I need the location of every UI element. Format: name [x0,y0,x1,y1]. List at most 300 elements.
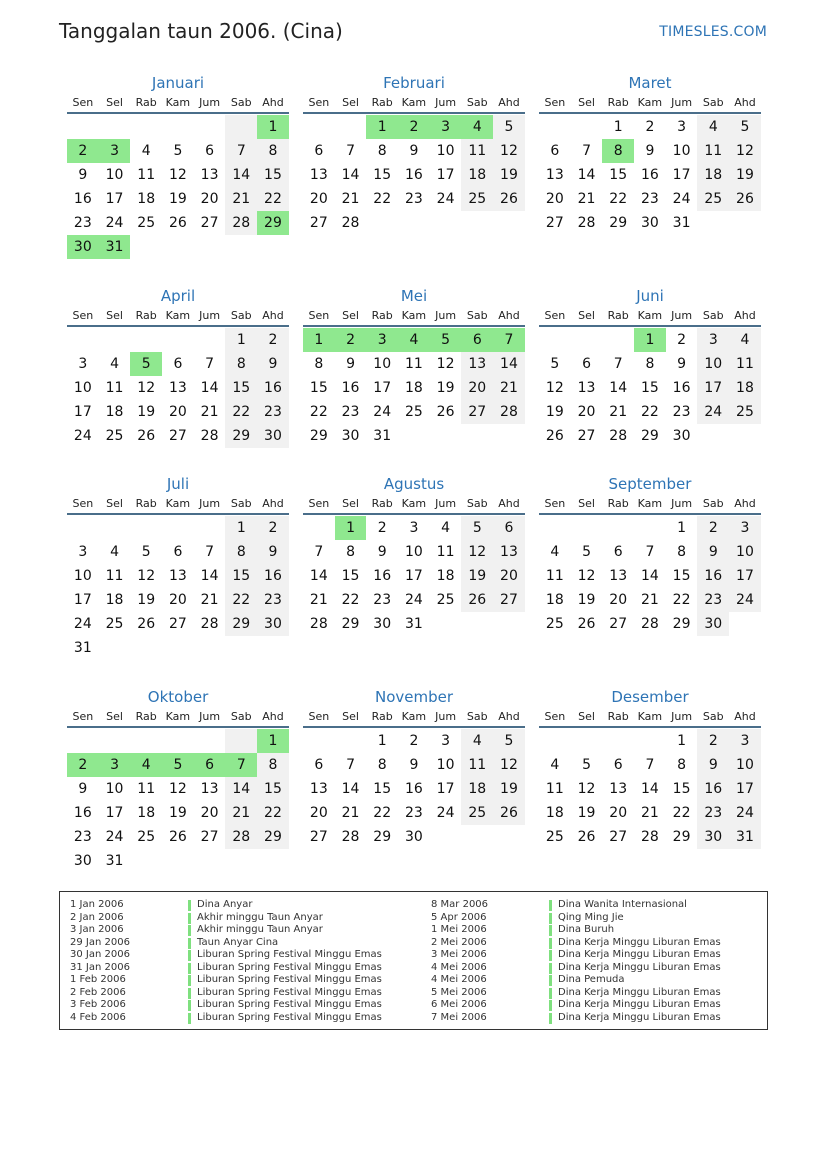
day-cell: 16 [404,167,423,183]
weekday-label: Jum [671,710,693,723]
day-cell: 2 [697,516,729,540]
day-cell: 17 [729,777,761,801]
month-name: September [608,475,692,493]
day-cell: 5 [173,143,183,159]
day-cell: 6 [314,143,324,159]
empty-day-cell [366,211,398,235]
day-cell: 14 [200,380,219,396]
day-cell: 30 [257,424,289,448]
weekday-label: Kam [165,309,191,322]
day-cell: 21 [225,187,257,211]
holiday-marker [549,950,552,961]
weekday-label: Sab [230,497,252,510]
month-name: Juli [166,475,190,493]
weekday-label: Rab [371,710,393,723]
weekday-label: Rab [135,710,157,723]
day-cell: 24 [729,801,761,825]
holiday-marker [188,950,191,961]
week-row [539,376,761,400]
weekday-header [303,710,525,728]
weekday-label: Jum [199,710,221,723]
day-cell: 25 [545,616,564,632]
day-cell: 5 [430,328,462,352]
weekday-label: Ahd [734,309,756,322]
holiday-name: Liburan Spring Festival Minggu Emas [197,949,382,960]
day-cell: 25 [105,616,124,632]
legend-column [431,899,721,1024]
day-cell: 2 [377,520,387,536]
month-name: Maret [628,74,672,92]
weekday-label: Ahd [734,710,756,723]
day-cell: 5 [582,544,591,560]
empty-day-cell [99,328,131,352]
day-cell: 18 [461,163,493,187]
day-cell: 6 [493,516,525,540]
day-cell: 22 [373,191,392,207]
month-september [539,471,761,636]
day-cell: 13 [200,167,219,183]
week-row [303,729,525,753]
day-cell: 26 [168,215,187,231]
legend-row [431,974,721,987]
legend-row [70,987,382,1000]
day-cell: 16 [697,564,729,588]
week-row [303,825,525,849]
day-cell: 17 [105,805,124,821]
month-maret [539,70,761,235]
month-juni [539,283,761,448]
day-cell: 2 [257,328,289,352]
week-row [539,729,761,753]
weekday-label: Jum [435,309,457,322]
day-cell: 30 [373,616,392,632]
day-cell: 6 [613,544,623,560]
day-cell: 12 [577,568,596,584]
day-cell: 10 [73,380,92,396]
day-cell: 2 [645,119,655,135]
empty-day-cell [162,516,194,540]
day-cell: 15 [225,376,257,400]
holiday-marker [188,913,191,924]
empty-day-cell [130,235,162,259]
weekday-label: Kam [165,497,191,510]
day-cell: 3 [677,119,687,135]
weekday-label: Rab [135,96,157,109]
day-cell: 28 [200,616,219,632]
week-row [539,516,761,540]
day-cell: 1 [677,733,687,749]
day-cell: 6 [314,757,324,773]
empty-day-cell [257,235,289,259]
day-cell: 9 [697,753,729,777]
weekday-header [539,497,761,515]
day-cell: 7 [346,143,355,159]
holiday-legend [59,891,768,1030]
empty-day-cell [162,729,194,753]
week-row [303,564,525,588]
holiday-name: Akhir minggu Taun Anyar [197,911,323,923]
day-cell: 1 [257,729,289,753]
day-cell: 5 [729,115,761,139]
day-cell: 19 [493,163,525,187]
empty-day-cell [194,636,226,660]
day-cell: 16 [341,380,360,396]
day-cell: 12 [729,139,761,163]
day-cell: 8 [314,356,324,372]
week-row [67,235,289,259]
weekday-label: Ahd [498,710,520,723]
holiday-date: 1 Feb 2006 [70,974,126,985]
day-cell: 18 [404,380,423,396]
weekday-label: Sen [308,710,330,723]
holiday-date: 4 Mei 2006 [431,974,487,985]
weekday-label: Sel [106,497,123,510]
day-cell: 17 [729,564,761,588]
weekday-label: Kam [165,710,191,723]
weekday-label: Sen [308,96,330,109]
week-row [67,564,289,588]
weekday-label: Sel [578,710,595,723]
weekday-label: Rab [371,309,393,322]
empty-day-cell [571,115,603,139]
day-cell: 11 [697,139,729,163]
day-cell: 28 [341,215,360,231]
day-cell: 11 [137,781,156,797]
week-row [303,163,525,187]
day-cell: 20 [577,404,596,420]
day-cell: 9 [78,167,88,183]
day-cell: 21 [609,404,628,420]
empty-day-cell [194,729,226,753]
day-cell: 15 [309,380,328,396]
day-cell: 7 [613,356,623,372]
month-name: Agustus [383,475,445,493]
empty-day-cell [225,636,257,660]
day-cell: 12 [137,568,156,584]
day-cell: 30 [341,428,360,444]
day-cell: 10 [105,781,124,797]
day-cell: 5 [141,544,151,560]
day-cell: 5 [493,729,525,753]
holiday-marker [188,1013,191,1024]
day-cell: 7 [225,139,257,163]
day-cell: 6 [194,753,226,777]
holiday-date: 2 Jan 2006 [70,911,124,923]
holiday-marker [549,913,552,924]
empty-day-cell [634,516,666,540]
day-cell: 12 [137,380,156,396]
day-cell: 28 [493,400,525,424]
holiday-marker [549,963,552,974]
day-cell: 26 [545,428,564,444]
day-cell: 2 [67,753,99,777]
week-row [67,777,289,801]
day-cell: 27 [609,616,628,632]
day-cell: 29 [609,215,628,231]
month-februari [303,70,525,235]
week-row [67,187,289,211]
weekday-label: Kam [637,309,663,322]
holiday-name: Dina Kerja Minggu Liburan Emas [558,961,721,973]
holiday-name: Liburan Spring Festival Minggu Emas [197,961,382,973]
legend-column [70,899,382,1024]
holiday-name: Dina Kerja Minggu Liburan Emas [558,986,721,998]
day-cell: 22 [609,191,628,207]
day-cell: 13 [609,781,628,797]
day-cell: 17 [105,191,124,207]
day-cell: 17 [436,167,455,183]
day-cell: 25 [404,404,423,420]
day-cell: 27 [493,588,525,612]
week-row [67,612,289,636]
week-row [67,753,289,777]
empty-day-cell [194,516,226,540]
day-cell: 26 [493,801,525,825]
day-cell: 20 [168,404,187,420]
day-cell: 27 [577,428,596,444]
weekday-label: Ahd [262,710,284,723]
day-cell: 26 [168,829,187,845]
weekday-label: Sab [702,309,724,322]
day-cell: 11 [545,781,564,797]
day-cell: 9 [409,757,419,773]
day-cell: 31 [105,853,124,869]
legend-row [70,999,382,1012]
day-cell: 24 [373,404,392,420]
legend-row [431,937,721,950]
day-cell: 23 [257,588,289,612]
weekday-label: Sen [72,710,94,723]
day-cell: 11 [105,568,124,584]
empty-day-cell [634,729,666,753]
weekday-label: Sab [230,309,252,322]
empty-day-cell [461,424,493,448]
day-cell: 10 [73,568,92,584]
day-cell: 4 [130,753,162,777]
weekday-label: Jum [435,710,457,723]
holiday-date: 6 Mei 2006 [431,999,487,1010]
day-cell: 24 [105,215,124,231]
day-cell: 30 [697,825,729,849]
day-cell: 19 [168,805,187,821]
day-cell: 13 [168,568,187,584]
day-cell: 19 [461,564,493,588]
day-cell: 27 [309,829,328,845]
week-row [303,588,525,612]
week-row [67,352,289,376]
day-cell: 25 [137,215,156,231]
holiday-name: Liburan Spring Festival Minggu Emas [197,986,382,998]
legend-row [70,899,382,912]
week-row [303,328,525,352]
weekday-label: Sen [544,710,566,723]
day-cell: 30 [73,853,92,869]
week-row [303,516,525,540]
empty-day-cell [602,729,634,753]
month-april [67,283,289,448]
day-cell: 18 [545,592,564,608]
weekday-label: Sab [702,96,724,109]
day-cell: 20 [493,564,525,588]
day-cell: 19 [577,805,596,821]
day-cell: 4 [110,356,119,372]
empty-day-cell [398,211,430,235]
day-cell: 21 [493,376,525,400]
day-cell: 9 [409,143,419,159]
empty-day-cell [602,516,634,540]
day-cell: 28 [309,616,328,632]
day-cell: 17 [436,781,455,797]
week-row [303,801,525,825]
day-cell: 8 [677,757,687,773]
weekday-label: Jum [435,96,457,109]
day-cell: 12 [493,753,525,777]
day-cell: 6 [173,356,183,372]
day-cell: 14 [200,568,219,584]
day-cell: 15 [373,167,392,183]
day-cell: 16 [373,568,392,584]
day-cell: 2 [409,733,419,749]
day-cell: 29 [672,829,691,845]
day-cell: 11 [461,753,493,777]
day-cell: 20 [309,191,328,207]
empty-day-cell [539,115,571,139]
day-cell: 22 [640,404,659,420]
site-brand-link[interactable]: TIMESLES.COM [659,24,767,40]
day-cell: 6 [582,356,591,372]
empty-day-cell [303,115,335,139]
day-cell: 9 [377,544,387,560]
holiday-date: 7 Mei 2006 [431,1011,487,1023]
week-row [539,424,761,448]
day-cell: 16 [73,805,92,821]
holiday-marker [549,1013,552,1024]
day-cell: 25 [545,829,564,845]
day-cell: 16 [640,167,659,183]
weekday-header [67,96,289,114]
day-cell: 4 [110,544,119,560]
day-cell: 13 [168,380,187,396]
empty-day-cell [99,115,131,139]
day-cell: 29 [225,612,257,636]
day-cell: 24 [73,616,92,632]
week-row [539,139,761,163]
weekday-label: Kam [401,710,427,723]
empty-day-cell [194,235,226,259]
weekday-header [67,710,289,728]
empty-day-cell [398,424,430,448]
day-cell: 27 [200,215,219,231]
day-cell: 4 [141,143,151,159]
empty-day-cell [493,424,525,448]
day-cell: 3 [409,520,419,536]
day-cell: 15 [257,163,289,187]
day-cell: 16 [73,191,92,207]
day-cell: 15 [640,380,659,396]
day-cell: 12 [168,167,187,183]
day-cell: 20 [609,592,628,608]
day-cell: 4 [398,328,430,352]
day-cell: 13 [309,167,328,183]
empty-day-cell [67,729,99,753]
holiday-name: Dina Kerja Minggu Liburan Emas [558,999,721,1010]
day-cell: 10 [436,143,455,159]
day-cell: 23 [404,191,423,207]
weekday-label: Sab [702,497,724,510]
day-cell: 2 [335,328,367,352]
weekday-label: Sab [466,710,488,723]
day-cell: 14 [225,777,257,801]
empty-day-cell [729,424,761,448]
weekday-label: Ahd [498,497,520,510]
week-row [539,540,761,564]
day-cell: 31 [99,235,131,259]
week-row [539,825,761,849]
day-cell: 5 [550,356,560,372]
legend-row [70,962,382,975]
holiday-name: Akhir minggu Taun Anyar [197,924,323,935]
empty-day-cell [99,729,131,753]
day-cell: 23 [73,215,92,231]
legend-row [70,1012,382,1025]
day-cell: 7 [645,544,655,560]
weekday-label: Rab [607,96,629,109]
weekday-label: Sen [72,96,94,109]
holiday-date: 8 Mar 2006 [431,899,489,910]
empty-day-cell [162,115,194,139]
weekday-label: Sen [544,497,566,510]
holiday-date: 29 Jan 2006 [70,936,130,948]
day-cell: 4 [461,115,493,139]
day-cell: 31 [672,215,691,231]
day-cell: 11 [137,167,156,183]
day-cell: 14 [225,163,257,187]
empty-day-cell [571,729,603,753]
empty-day-cell [225,849,257,873]
day-cell: 23 [697,801,729,825]
day-cell: 30 [697,612,729,636]
empty-day-cell [67,328,99,352]
week-row [303,400,525,424]
holiday-date: 1 Jan 2006 [70,899,124,910]
day-cell: 10 [404,544,423,560]
week-row [539,564,761,588]
day-cell: 14 [493,352,525,376]
day-cell: 3 [729,516,761,540]
legend-row [431,999,721,1012]
day-cell: 5 [162,753,194,777]
empty-day-cell [225,115,257,139]
day-cell: 15 [672,568,691,584]
day-cell: 30 [257,612,289,636]
weekday-header [539,96,761,114]
day-cell: 29 [341,616,360,632]
weekday-label: Sab [466,96,488,109]
day-cell: 13 [609,568,628,584]
weekday-label: Jum [671,309,693,322]
empty-day-cell [162,235,194,259]
week-row [303,187,525,211]
day-cell: 18 [729,376,761,400]
day-cell: 9 [257,352,289,376]
day-cell: 30 [404,829,423,845]
week-row [67,115,289,139]
legend-row [70,912,382,925]
weekday-label: Rab [371,96,393,109]
day-cell: 24 [404,592,423,608]
day-cell: 30 [67,235,99,259]
weekday-header [67,497,289,515]
